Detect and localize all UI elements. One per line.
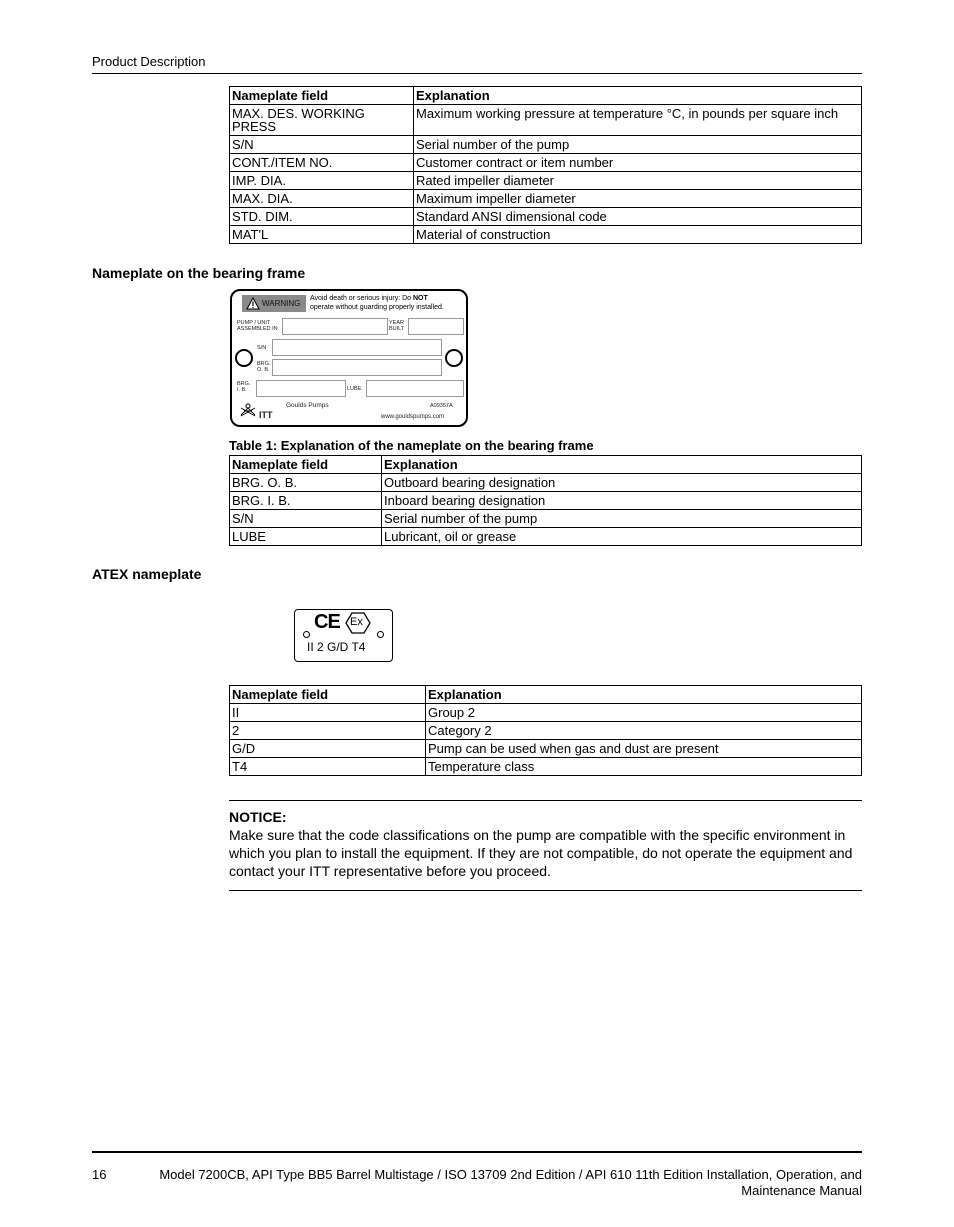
table-row — [230, 154, 862, 172]
ce-mark: CE — [314, 611, 340, 633]
table-cell: Group 2 — [426, 704, 862, 722]
table-row — [230, 105, 862, 136]
table-cell: Rated impeller diameter — [414, 172, 862, 190]
warning-text-1: Avoid death or serious injury: Do — [310, 295, 412, 302]
brg-ob-label — [257, 361, 270, 373]
table-cell: Outboard bearing designation — [382, 474, 862, 492]
brg-ob-field — [272, 359, 442, 376]
table-cell: Customer contract or item number — [414, 154, 862, 172]
lube-field — [366, 380, 464, 397]
atex-nameplate-illustration — [294, 609, 394, 663]
pump-unit-field — [282, 318, 388, 335]
table-row — [230, 172, 862, 190]
notice-top-rule — [229, 800, 862, 801]
table-cell: Maximum working pressure at temperature °C, in pounds per square inch — [414, 105, 862, 136]
table-header-row — [230, 686, 862, 704]
table-header-cell: Nameplate field — [230, 686, 426, 704]
table-header-cell: Explanation — [414, 87, 862, 105]
brand-name: Goulds Pumps — [286, 402, 329, 409]
table-row — [230, 474, 862, 492]
header-rule — [92, 73, 862, 74]
table-row — [230, 704, 862, 722]
table-header-row — [230, 87, 862, 105]
table-row — [230, 722, 862, 740]
ex-mark: Ex — [350, 616, 363, 628]
table-cell: CONT./ITEM NO. — [230, 154, 414, 172]
bearing-frame-table — [229, 455, 862, 546]
brg-ib-label — [237, 381, 250, 393]
sn-label: S/N — [257, 345, 267, 351]
table-cell: G/D — [230, 740, 426, 758]
table-cell: MAX. DIA. — [230, 190, 414, 208]
page-number: 16 — [92, 1167, 107, 1182]
table-row — [230, 740, 862, 758]
warning-banner — [242, 295, 306, 312]
sn-field — [272, 339, 442, 356]
table-cell: IMP. DIA. — [230, 172, 414, 190]
lube-label: LUBE — [347, 386, 362, 392]
table-cell: Pump can be used when gas and dust are present — [426, 740, 862, 758]
table-cell: BRG. I. B. — [230, 492, 382, 510]
table-cell: S/N — [230, 510, 382, 528]
table-cell: II — [230, 704, 426, 722]
atex-hole-left — [303, 631, 310, 638]
nameplate-url: www.gouldspumps.com — [381, 414, 445, 420]
warning-not: NOT — [413, 295, 428, 302]
atex-hole-right — [377, 631, 384, 638]
brg-ib-label-1: BRG. — [237, 381, 251, 387]
table-cell: MAX. DES. WORKING PRESS — [230, 105, 414, 136]
table-cell: BRG. O. B. — [230, 474, 382, 492]
table-cell: T4 — [230, 758, 426, 776]
table-header-cell: Nameplate field — [230, 87, 414, 105]
warning-triangle-icon — [246, 297, 260, 310]
atex-code: II 2 G/D T4 — [307, 640, 366, 654]
year-built-label-1: YEAR — [389, 320, 404, 326]
table-cell: Temperature class — [426, 758, 862, 776]
pump-unit-label — [237, 320, 278, 332]
table-cell: Serial number of the pump — [382, 510, 862, 528]
table-cell: MAT'L — [230, 226, 414, 244]
table-row — [230, 492, 862, 510]
table-cell: Material of construction — [414, 226, 862, 244]
table-header-cell: Explanation — [426, 686, 862, 704]
brg-ob-label-2: O. B. — [257, 367, 270, 373]
warning-label: WARNING — [262, 299, 301, 308]
table-cell: Inboard bearing designation — [382, 492, 862, 510]
brg-ob-label-1: BRG. — [257, 361, 271, 367]
table-header-cell: Nameplate field — [230, 456, 382, 474]
table-row — [230, 510, 862, 528]
table-cell: STD. DIM. — [230, 208, 414, 226]
section-heading-atex: ATEX nameplate — [92, 566, 202, 582]
running-header: Product Description — [92, 54, 206, 69]
notice-title: NOTICE: — [229, 809, 287, 825]
table-row — [230, 208, 862, 226]
table-cell: Lubricant, oil or grease — [382, 528, 862, 546]
warning-text-2: operate without guarding properly installed. — [310, 304, 444, 311]
table-row — [230, 136, 862, 154]
bearing-frame-nameplate-illustration — [230, 289, 468, 427]
notice-body: Make sure that the code classifications on the pump are compatible with the specific environment in which you plan to install the equipment. If they are not compatible, do not operate the equipment and contact your ITT representative before you proceed. — [229, 827, 853, 879]
brg-ib-label-2: I. B. — [237, 387, 247, 393]
brg-ib-field — [256, 380, 346, 397]
table-row — [230, 758, 862, 776]
section-heading-bearing: Nameplate on the bearing frame — [92, 265, 306, 281]
table-cell: S/N — [230, 136, 414, 154]
table-cell: Maximum impeller diameter — [414, 190, 862, 208]
table-header-cell: Explanation — [382, 456, 862, 474]
year-built-label — [389, 320, 404, 332]
atex-table — [229, 685, 862, 776]
mounting-hole-right — [445, 349, 463, 367]
table-cell: Standard ANSI dimensional code — [414, 208, 862, 226]
table-cell: Category 2 — [426, 722, 862, 740]
nameplate-fields-table — [229, 86, 862, 244]
table-row — [230, 190, 862, 208]
table-row — [230, 226, 862, 244]
table-cell: LUBE — [230, 528, 382, 546]
footer-rule — [92, 1151, 862, 1153]
year-built-label-2: BUILT — [389, 326, 405, 332]
table-row — [230, 528, 862, 546]
mounting-hole-left — [235, 349, 253, 367]
notice-bottom-rule — [229, 890, 862, 891]
warning-message — [310, 294, 444, 312]
pump-unit-label-1: PUMP / UNIT — [237, 320, 271, 326]
footer-title: Model 7200CB, API Type BB5 Barrel Multistage / ISO 13709 2nd Edition / API 610 11th Edition Installation, Operation, and Maintenance Manual — [159, 1167, 862, 1198]
table-cell: 2 — [230, 722, 426, 740]
itt-label: ITT — [259, 410, 273, 420]
pump-unit-label-2: ASSEMBLED IN — [237, 326, 278, 332]
nameplate-code: A09357A — [430, 403, 453, 409]
table-cell: Serial number of the pump — [414, 136, 862, 154]
table-header-row — [230, 456, 862, 474]
year-built-field — [408, 318, 464, 335]
itt-logo-icon — [239, 402, 257, 418]
table-caption-bearing: Table 1: Explanation of the nameplate on the bearing frame — [229, 438, 594, 453]
